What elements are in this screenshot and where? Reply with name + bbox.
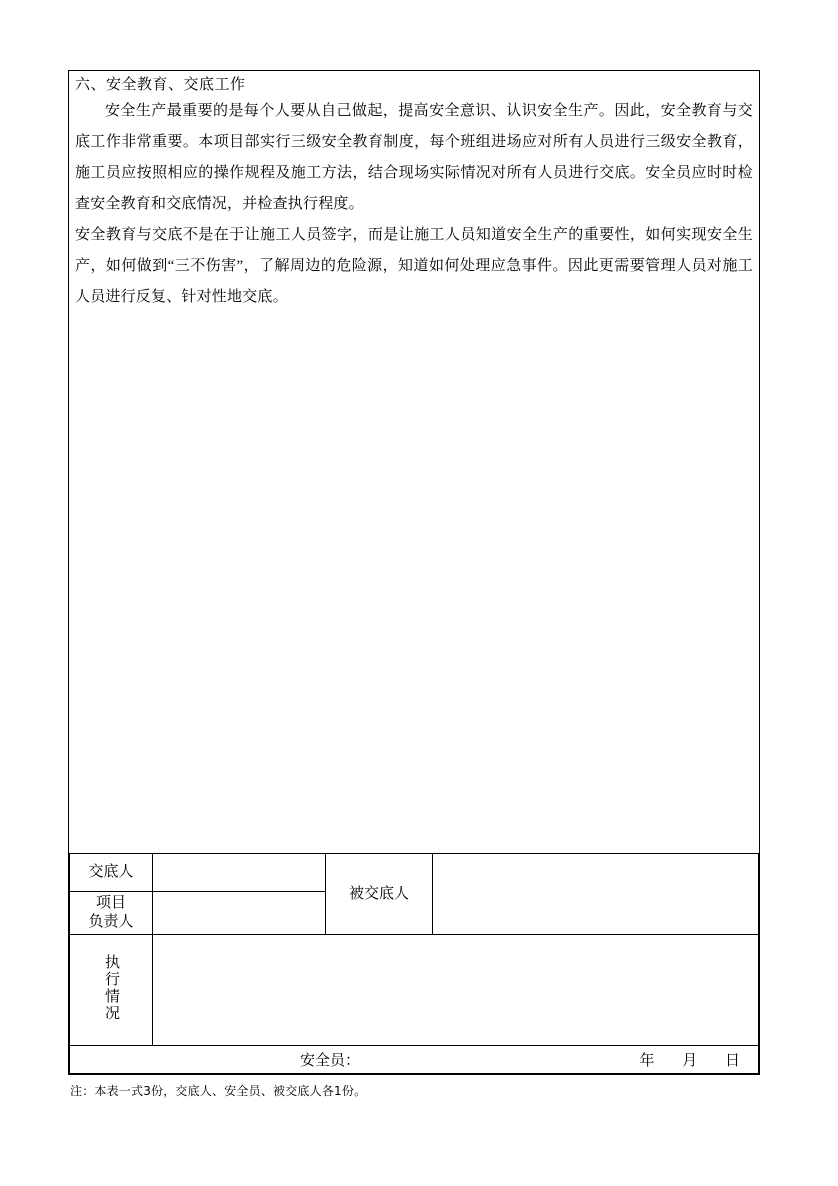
receiver-value-field[interactable] <box>433 854 759 935</box>
footer-cell <box>70 1046 759 1074</box>
discloser-label: 交底人 <box>70 854 153 892</box>
form-note: 注：本表一式3份，交底人、安全员、被交底人各1份。 <box>70 1084 367 1098</box>
execution-label <box>70 935 153 1046</box>
project-leader-label-line1: 项目 <box>95 895 126 911</box>
table-row-discloser <box>70 854 759 892</box>
project-leader-value-field[interactable] <box>153 892 326 935</box>
paragraph-2: 安全教育与交底不是在于让施工人员签字，而是让施工人员知道安全生产的重要性，如何实现安全生产，如何做到“三不伤害”，了解周边的危险源，知道如何处理应急事件。因此更需要管理人员对施工人员进行反复、针对性地交底。 <box>75 227 753 305</box>
year-label: 年 <box>639 1053 655 1069</box>
table-row-execution <box>70 935 759 1046</box>
day-label: 日 <box>724 1053 740 1069</box>
month-label: 月 <box>682 1053 698 1069</box>
discloser-value-field[interactable] <box>153 854 326 892</box>
section-title: 六、安全教育、交底工作 <box>75 77 246 93</box>
blank-content-area <box>69 313 759 853</box>
table-row-footer <box>70 1046 759 1074</box>
disclosure-form <box>68 70 760 1075</box>
project-leader-label <box>70 892 153 935</box>
execution-label-text: 执行情况 <box>103 953 119 1022</box>
receiver-label: 被交底人 <box>326 854 433 935</box>
signature-table <box>69 853 759 1074</box>
execution-value-field[interactable] <box>153 935 759 1046</box>
paragraph-1: 安全生产最重要的是每个人要从自己做起，提高安全意识、认识安全生产。因此，安全教育与交底工作非常重要。本项目部实行三级安全教育制度，每个班组进场应对所有人员进行三级安全教育，施工员应按照相应的操作规程及施工方法，结合现场实际情况对所有人员进行交底。安全员应时时检查安全教育和交底情况，并检查执行程度。 <box>75 103 753 212</box>
body-text-block <box>69 96 759 313</box>
safety-officer-label: 安全员： <box>300 1053 361 1069</box>
footer-line <box>70 1046 758 1073</box>
date-fields <box>615 1049 740 1070</box>
project-leader-label-line2: 负责人 <box>88 914 134 930</box>
